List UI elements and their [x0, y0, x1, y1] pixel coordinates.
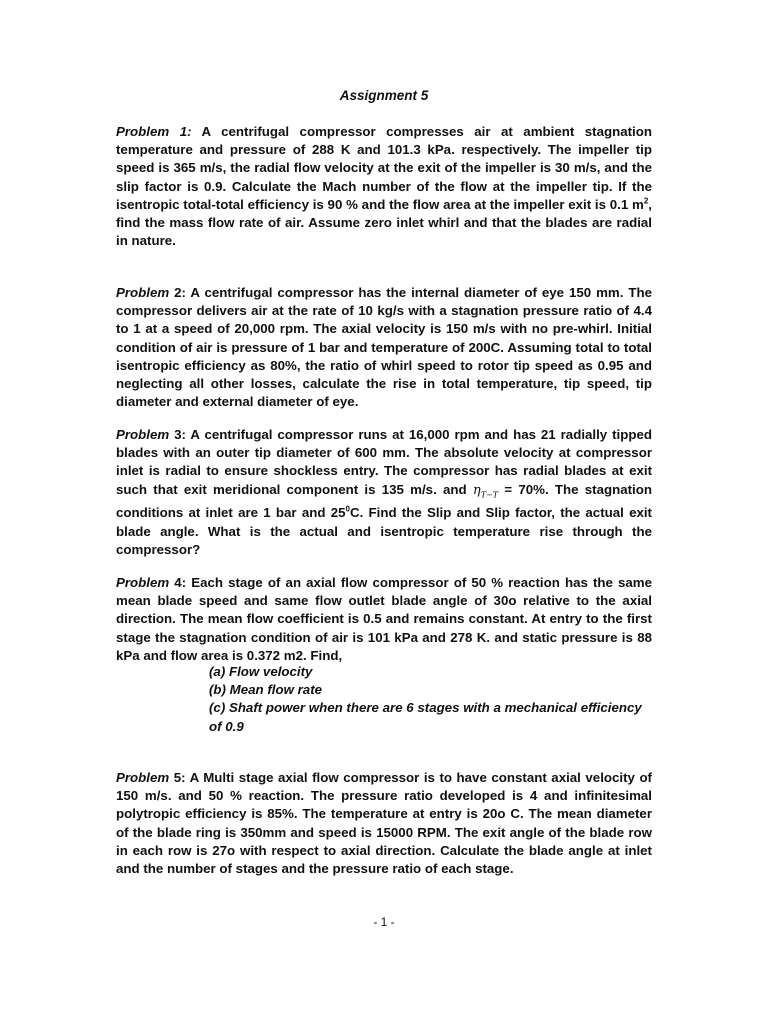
problem-1-text-b: , find the mass flow rate of air. Assume zero inlet whirl and that the blades are radial in nature. — [116, 196, 652, 249]
problem-4-item-b: (b) Mean flow rate — [209, 682, 323, 698]
problem-3-superscript: 0 — [345, 504, 350, 514]
eta-symbol: $\eta_{T-T}$ — [472, 482, 499, 500]
problem-3-label: Problem — [116, 427, 170, 442]
problem-4-text: Each stage of an axial flow compressor of 50 % reaction has the same mean blade speed and same flow outlet blade angle of 30o relative to the axial direction. The mean flow coefficient is 0.5 and remains constant. At entry to the first stage the stagnation condition of air is 101 kPa and 278 K. and static pressure is 88 kPa and flow area is 0.372 m2. Find, — [116, 575, 652, 663]
problem-4-label: Problem — [116, 575, 170, 590]
assignment-title: Assignment 5 — [339, 88, 429, 103]
problem-2-text: A centrifugal compressor has the internal diameter of eye 150 mm. The compressor delivers air at the rate of 10 kg/s with a stagnation pressure ratio of 4.4 to 1 at a speed of 20,000 rpm. The axial velocity is 150 m/s with no pre-whirl. Initial condition of air is pressure of 1 bar and temperature of 200C. Assuming total to total isentropic efficiency as 80%, the ratio of whirl speed to rotor tip speed as 0.95 and neglecting all other losses, calculate the rise in total temperature, tip speed, tip diameter and external diameter of eye. — [116, 285, 652, 410]
problem-4-item-c: (c) Shaft power when there are 6 stages with a mechanical efficiency of 0.9 — [209, 700, 642, 734]
problem-2-label: Problem — [116, 285, 170, 300]
problem-1-label: Problem — [116, 124, 170, 139]
problem-1-number: 1: — [179, 124, 192, 139]
problem-1 — [116, 123, 652, 250]
problem-3-text-b: = 70%. The stagnation conditions at inlet are 1 bar and 25 — [116, 481, 652, 521]
problem-4 — [116, 574, 652, 665]
problem-4-item-a: (a) Flow velocity — [209, 664, 313, 679]
problem-3 — [116, 426, 652, 559]
problem-4-items — [209, 663, 655, 736]
problem-4-number: 4: — [174, 575, 187, 590]
problem-3-text-a: A centrifugal compressor runs at 16,000 rpm and has 21 radially tipped blades with an outer tip diameter of 600 mm. The absolute velocity at compressor inlet is radial to ensure shockless entry. The compressor has radial blades at exit such that exit meridional component is 135 m/s. and — [116, 427, 653, 497]
problem-3-number: 3: — [174, 427, 186, 442]
problem-5-label: Problem — [116, 770, 170, 785]
problem-3-text-c: C. Find the Slip and Slip factor, the actual exit blade angle. What is the actual and isentropic temperature rise through the compressor? — [116, 505, 652, 557]
problem-2-number: 2: — [174, 285, 186, 300]
problem-2 — [116, 284, 652, 411]
problem-5-number: 5: — [173, 770, 186, 785]
page-number: - 1 - — [373, 915, 395, 929]
problem-5 — [116, 769, 652, 878]
problem-5-text: A Multi stage axial flow compressor is to have constant axial velocity of 150 m/s. and 50 % reaction. The pressure ratio developed is 4 and infinitesimal polytropic efficiency is 85%. The temperature at entry is 20o C. The mean diameter of the blade ring is 350mm and speed is 15000 RPM. The exit angle of the blade row in each row is 27o with respect to axial direction. Calculate the blade angle at inlet and the number of stages and the pressure ratio of each stage. — [116, 770, 652, 877]
eta-subscript: T−T — [480, 490, 499, 500]
problem-1-text-a: A centrifugal compressor compresses air at ambient stagnation temperature and pressure of 288 K and 101.3 kPa. respectively. The impeller tip speed is 365 m/s, the radial flow velocity at the exit of the impeller is 30 m/s, and the slip factor is 0.9. Calculate the Mach number of the flow at the impeller tip. If the isentropic total-total efficiency is 90 % and the flow area at the impeller exit is 0.1 m — [116, 124, 652, 212]
problem-1-superscript: 2 — [643, 196, 649, 206]
